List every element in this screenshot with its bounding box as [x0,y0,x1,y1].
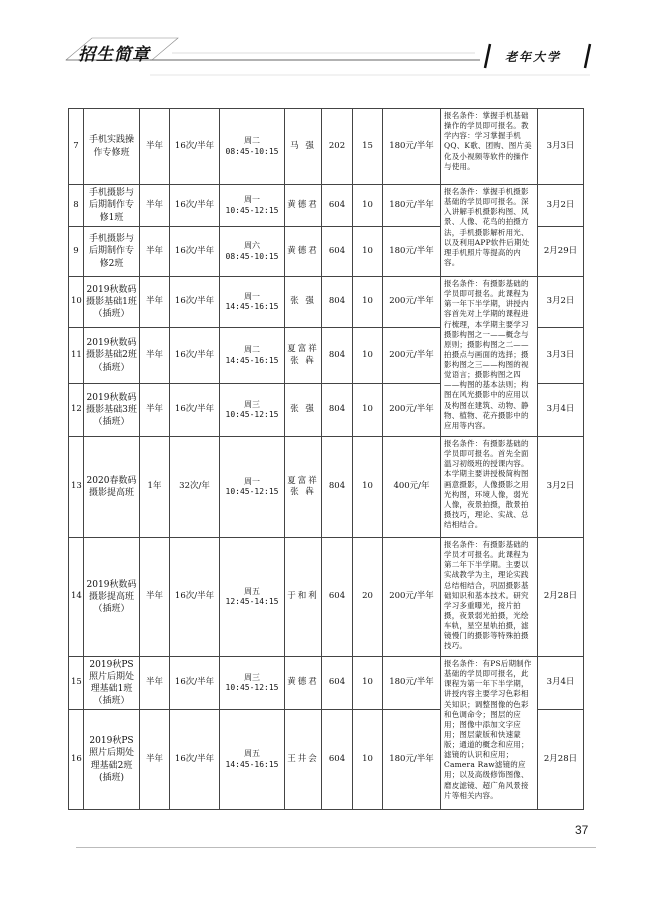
course-fee: 180元/半年 [383,109,441,185]
footer-rule [76,847,596,848]
row-number: 9 [69,227,84,277]
course-name: 2019秋PS照片后期处理基础2班(插班) [84,710,140,810]
course-day: 周三 [244,672,260,682]
course-time: 12:45-14:15 [225,597,279,606]
course-start-date: 2月28日 [538,538,584,657]
course-day: 周三 [244,399,260,409]
course-time: 08:45-10:15 [225,251,279,261]
course-time: 08:45-10:15 [225,146,279,156]
course-time: 10:45-12:15 [225,205,279,215]
course-room: 604 [322,657,353,710]
course-fee: 180元/半年 [383,710,441,810]
course-day: 周五 [244,586,260,596]
course-term: 1年 [140,437,170,538]
course-schedule [220,538,285,657]
course-fee: 180元/半年 [383,227,441,277]
course-room: 202 [322,109,353,185]
course-fee: 200元/半年 [383,538,441,657]
course-fee: 200元/半年 [383,384,441,437]
course-start-date: 3月4日 [538,384,584,437]
course-capacity: 10 [353,277,383,328]
course-day: 周二 [244,345,260,355]
row-number: 12 [69,384,84,437]
course-teacher: 夏富祥 张 犇 [285,328,322,384]
course-capacity: 10 [353,384,383,437]
course-term: 半年 [140,710,170,810]
course-room: 804 [322,328,353,384]
course-sessions: 16次/半年 [170,328,220,384]
course-time: 10:45-12:15 [225,410,279,419]
course-start-date: 3月4日 [538,657,584,710]
course-name: 手机实践操作专修班 [84,109,140,185]
course-fee: 400元/年 [383,437,441,538]
course-start-date: 2月28日 [538,710,584,810]
course-room: 604 [322,185,353,227]
table-row [69,538,584,657]
brand-title: 招生简章 [78,45,150,65]
course-room: 604 [322,538,353,657]
table-row [69,657,584,710]
row-number: 14 [69,538,84,657]
course-start-date: 3月2日 [538,277,584,328]
course-teacher: 黄德君 [285,227,322,277]
course-schedule [220,227,285,277]
row-number: 11 [69,328,84,384]
course-time: 10:45-12:15 [225,683,279,692]
course-schedule [220,384,285,437]
course-capacity: 10 [353,185,383,227]
course-sessions: 16次/半年 [170,185,220,227]
course-room: 804 [322,437,353,538]
course-description: 报名条件：有摄影基础的学员即可报名。此课程为第一年下半学期，讲授内容首先对上学期的课程进行梳理，本学期主要学习摄影构图之一——概念与原则；摄影构图之二——拍摄点与画面的选择；摄影构图之三——构图的视觉语言；摄影构图之四——构图的基本法则；构图在风光摄影中的应用以及构图在建筑、动物、静物、植物、花卉摄影中的应用等内容。 [441,277,538,437]
course-schedule [220,657,285,710]
course-name: 2019秋数码摄影基础1班（插班） [84,277,140,328]
course-day: 周一 [244,291,260,301]
course-capacity: 10 [353,227,383,277]
course-schedule [220,185,285,227]
course-term: 半年 [140,109,170,185]
course-day: 周五 [244,749,260,759]
course-teacher: 夏富祥 张 犇 [285,437,322,538]
course-term: 半年 [140,185,170,227]
course-sessions: 16次/半年 [170,384,220,437]
course-teacher: 黄德君 [285,657,322,710]
row-number: 8 [69,185,84,227]
course-name: 2019秋数码摄影提高班（插班） [84,538,140,657]
course-term: 半年 [140,227,170,277]
course-teacher: 黄德君 [285,185,322,227]
course-description: 报名条件：掌握手机基础操作的学员即可报名。教学内容：学习掌握手机QQ、K歌、团购、图片美化及小视频等软件的操作与使用。 [441,109,538,185]
course-capacity: 15 [353,109,383,185]
course-description: 报名条件：有PS后期制作基础的学员即可报名，此课程为第一年下半学期，讲授内容主要学习色彩相关知识；调整图像的色彩和色调命令；图层的应用；图像中添加文字应用；图层蒙版和快速蒙版；通道的概念和应用；滤镜的认识和应用；Camera Raw滤镜的应用；以及高级修饰图像、磨皮滤镜、超广角风景接片等相关内容。 [441,657,538,810]
course-sessions: 32次/年 [170,437,220,538]
row-number: 7 [69,109,84,185]
course-teacher: 王井会 [285,710,322,810]
course-time: 10:45-12:15 [225,487,279,496]
course-sessions: 16次/半年 [170,710,220,810]
course-capacity: 20 [353,538,383,657]
course-name: 2020春数码摄影提高班 [84,437,140,538]
table-row [69,185,584,227]
course-room: 804 [322,384,353,437]
course-room: 604 [322,227,353,277]
course-start-date: 3月2日 [538,185,584,227]
course-schedule [220,277,285,328]
course-start-date: 3月3日 [538,328,584,384]
course-table [68,108,584,810]
course-fee: 180元/半年 [383,185,441,227]
course-teacher: 于和利 [285,538,322,657]
course-capacity: 10 [353,657,383,710]
course-day: 周一 [244,476,260,486]
course-start-date: 2月29日 [538,227,584,277]
table-row [69,437,584,538]
row-number: 10 [69,277,84,328]
row-number: 16 [69,710,84,810]
course-term: 半年 [140,328,170,384]
course-description: 报名条件：有摄影基础的学员即可报名。首先全面温习初级班的授课内容。本学期主要讲授极简构图画意摄影，人像摄影之用光构图，环境人像，弱光人像，夜景拍摄，散景拍摄技巧，理论、实战、总结相结合。 [441,437,538,538]
course-sessions: 16次/半年 [170,109,220,185]
table-row [69,277,584,328]
course-term: 半年 [140,657,170,710]
course-time: 14:45-16:15 [225,302,279,311]
course-schedule [220,109,285,185]
course-name: 2019秋PS照片后期处理基础1班（插班） [84,657,140,710]
page-number: 37 [575,823,589,837]
course-description: 报名条件：掌握手机摄影基础的学员即可报名。深入讲解手机摄影构图、风景、人像、花鸟的拍摄方法，手机摄影解析用光、以及利用APP软件后期处理手机照片等提高的内容。 [441,185,538,277]
course-capacity: 10 [353,437,383,538]
course-sessions: 16次/半年 [170,657,220,710]
course-fee: 200元/半年 [383,328,441,384]
course-term: 半年 [140,538,170,657]
course-schedule [220,710,285,810]
course-teacher: 张 强 [285,384,322,437]
course-term: 半年 [140,277,170,328]
course-schedule [220,328,285,384]
course-time: 14:45-16:15 [225,355,279,365]
course-sessions: 16次/半年 [170,538,220,657]
course-description: 报名条件：有摄影基础的学员才可报名。此课程为第二年下半学期。主要以实战教学为主，理论实践总结相结合，巩固摄影基础知识和基本技术。研究学习多重曝光，接片拍摄，夜景弱光拍摄，光绘车轨，星空星轨拍摄，滤镜慢门的摄影等特殊拍摄技巧。 [441,538,538,657]
course-day: 周一 [244,195,260,205]
course-time: 14:45-16:15 [225,759,279,769]
course-day: 周二 [244,136,260,146]
school-name: 老年大学 [505,50,562,64]
course-fee: 180元/半年 [383,657,441,710]
course-sessions: 16次/半年 [170,277,220,328]
course-capacity: 10 [353,710,383,810]
course-room: 604 [322,710,353,810]
course-name: 手机摄影与后期制作专修2班 [84,227,140,277]
course-day: 周六 [244,241,260,251]
page-header [0,0,651,80]
course-name: 手机摄影与后期制作专修1班 [84,185,140,227]
course-capacity: 10 [353,328,383,384]
course-schedule [220,437,285,538]
course-name: 2019秋数码摄影基础3班（插班） [84,384,140,437]
course-name: 2019秋数码摄影基础2班（插班） [84,328,140,384]
course-teacher: 张 强 [285,277,322,328]
course-teacher: 马 强 [285,109,322,185]
course-fee: 200元/半年 [383,277,441,328]
table-row [69,109,584,185]
course-term: 半年 [140,384,170,437]
course-room: 804 [322,277,353,328]
course-sessions: 16次/半年 [170,227,220,277]
row-number: 15 [69,657,84,710]
course-start-date: 3月2日 [538,437,584,538]
row-number: 13 [69,437,84,538]
course-start-date: 3月3日 [538,109,584,185]
